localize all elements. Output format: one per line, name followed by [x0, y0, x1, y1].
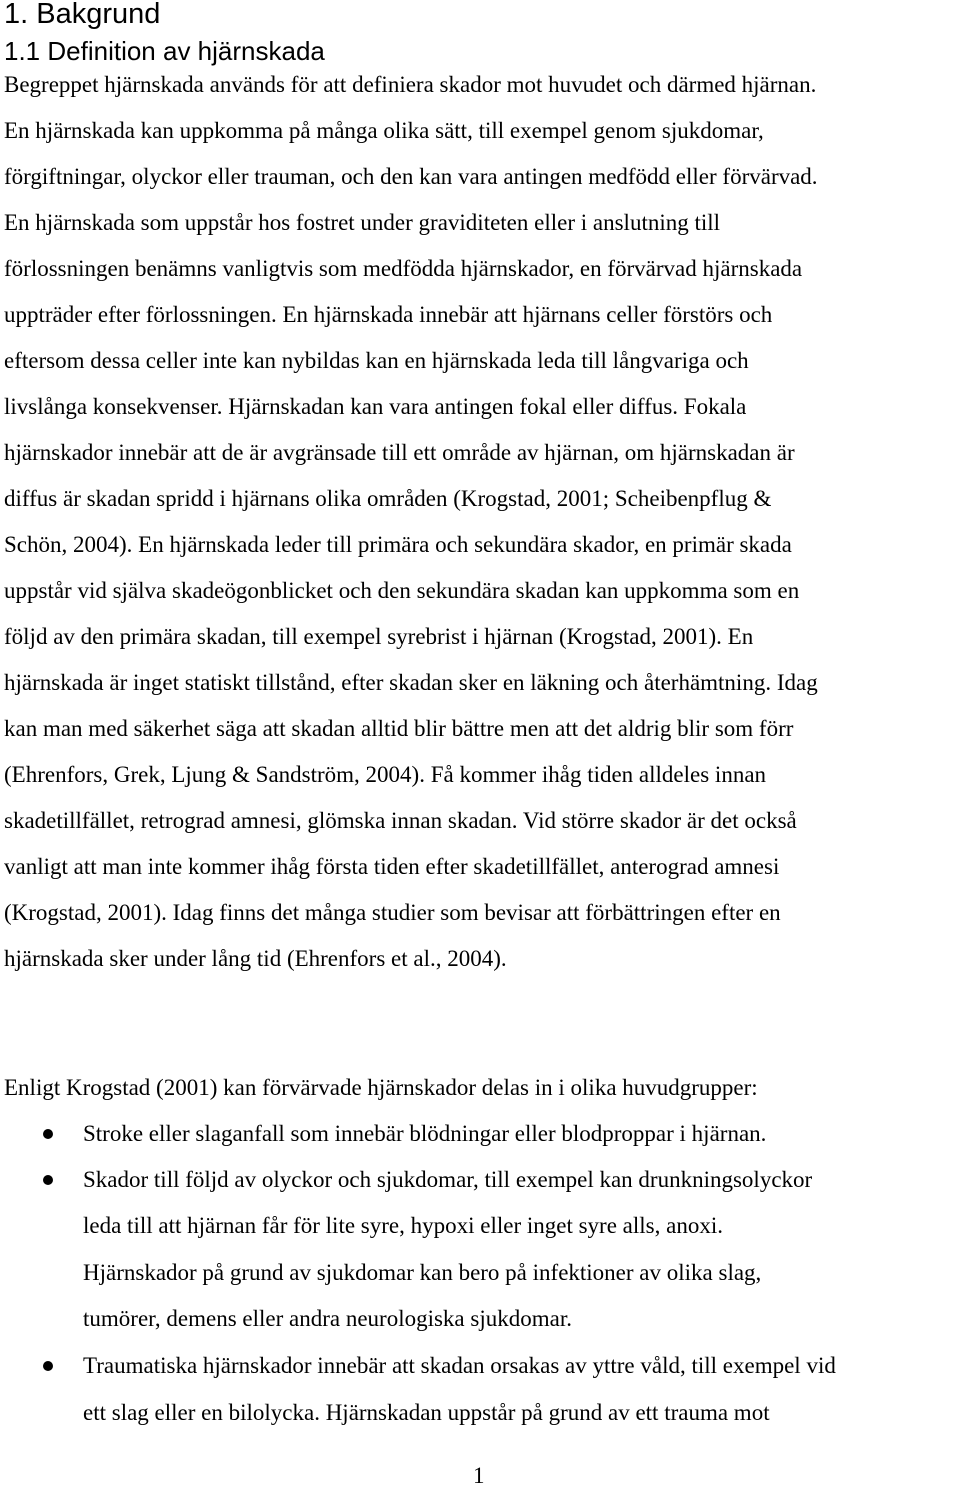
list-item-line: Skador till följd av olyckor och sjukdomar, till exempel kan drunkningsolyckor: [83, 1167, 813, 1192]
paragraph-line: Begreppet hjärnskada används för att definiera skador mot huvudet och därmed hjärnan.: [4, 72, 817, 97]
paragraph-line: En hjärnskada som uppstår hos fostret under graviditeten eller i anslutning till: [4, 210, 721, 235]
page-number: 1: [473, 1463, 485, 1488]
paragraph-line: förlossningen benämns vanligtvis som medfödda hjärnskador, en förvärvad hjärnskada: [4, 256, 803, 281]
paragraph-line: hjärnskador innebär att de är avgränsade till ett område av hjärnan, om hjärnskadan är: [4, 440, 795, 465]
paragraph-line: diffus är skadan spridd i hjärnans olika områden (Krogstad, 2001; Scheibenpflug &: [4, 486, 772, 511]
paragraph-line: hjärnskada sker under lång tid (Ehrenfors et al., 2004).: [4, 946, 507, 971]
list-item-line: Stroke eller slaganfall som innebär blödningar eller blodproppar i hjärnan.: [83, 1121, 767, 1146]
paragraph-line: (Ehrenfors, Grek, Ljung & Sandström, 2004). Få kommer ihåg tiden alldeles innan: [4, 762, 767, 787]
list-item-line: Traumatiska hjärnskador innebär att skadan orsakas av yttre våld, till exempel vid: [83, 1353, 836, 1378]
paragraph-line: följd av den primära skadan, till exempel syrebrist i hjärnan (Krogstad, 2001). En: [4, 624, 754, 649]
bullet-icon: [43, 1129, 53, 1139]
paragraph-line: eftersom dessa celler inte kan nybildas kan en hjärnskada leda till långvariga och: [4, 348, 749, 373]
paragraph-line: kan man med säkerhet säga att skadan alltid blir bättre men att det aldrig blir som förr: [4, 716, 794, 741]
list-item-line: tumörer, demens eller andra neurologiska sjukdomar.: [83, 1306, 572, 1331]
list-item-line: ett slag eller en bilolycka. Hjärnskadan uppstår på grund av ett trauma mot: [83, 1400, 770, 1425]
paragraph-line: uppstår vid själva skadeögonblicket och den sekundära skadan kan uppkomma som en: [4, 578, 800, 603]
bullet-icon: [43, 1361, 53, 1371]
paragraph-line: Schön, 2004). En hjärnskada leder till primära och sekundära skador, en primär skada: [4, 532, 792, 557]
paragraph-line: (Krogstad, 2001). Idag finns det många studier som bevisar att förbättringen efter en: [4, 900, 781, 925]
paragraph-line: uppträder efter förlossningen. En hjärnskada innebär att hjärnans celler förstörs och: [4, 302, 773, 327]
section-heading: 1.1 Definition av hjärnskada: [4, 36, 325, 66]
paragraph-line: förgiftningar, olyckor eller trauman, och den kan vara antingen medfödd eller förvärvad.: [4, 164, 818, 189]
list-item-line: Hjärnskador på grund av sjukdomar kan bero på infektioner av olika slag,: [83, 1260, 762, 1285]
intro-line: Enligt Krogstad (2001) kan förvärvade hjärnskador delas in i olika huvudgrupper:: [4, 1075, 758, 1100]
paragraph-line: hjärnskada är inget statiskt tillstånd, efter skadan sker en läkning och återhämtning. Idag: [4, 670, 818, 695]
bullet-icon: [43, 1175, 53, 1185]
list-item-line: leda till att hjärnan får för lite syre, hypoxi eller inget syre alls, anoxi.: [83, 1213, 723, 1238]
paragraph-line: En hjärnskada kan uppkomma på många olika sätt, till exempel genom sjukdomar,: [4, 118, 764, 143]
paragraph-line: livslånga konsekvenser. Hjärnskadan kan vara antingen fokal eller diffus. Fokala: [4, 394, 747, 419]
paragraph-line: vanligt att man inte kommer ihåg första tiden efter skadetillfället, anterograd amnesi: [4, 854, 780, 879]
paragraph-line: skadetillfället, retrograd amnesi, glömska innan skadan. Vid större skador är det också: [4, 808, 797, 833]
chapter-heading: 1. Bakgrund: [4, 0, 161, 30]
